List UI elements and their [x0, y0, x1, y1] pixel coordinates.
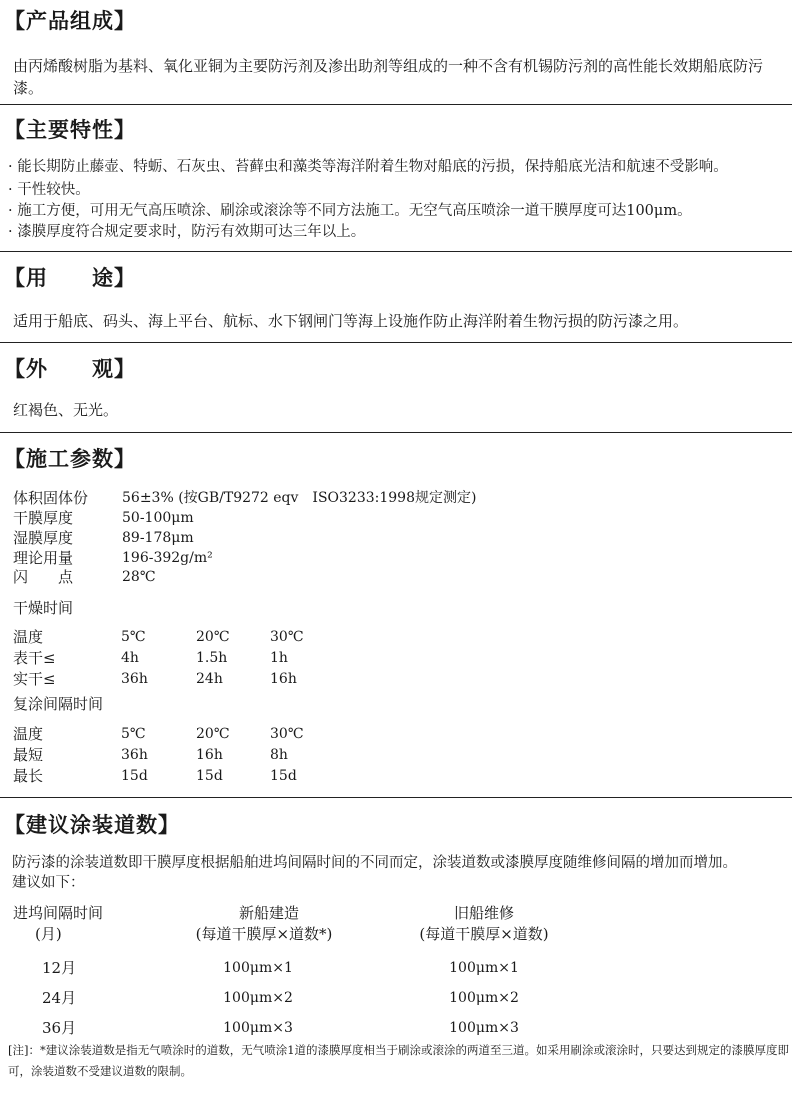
table-cell: 16h — [196, 747, 223, 763]
section-heading-appearance: 【外 观】 — [4, 356, 136, 381]
section-heading-features: 【主要特性】 — [4, 117, 136, 142]
param-label: 体积固体份 — [13, 489, 89, 507]
table-cell: 20℃ — [196, 726, 230, 742]
table-cell: 5℃ — [121, 629, 146, 645]
divider — [0, 797, 792, 798]
table-cell: 20℃ — [196, 629, 230, 645]
param-value: 50-100μm — [122, 510, 194, 526]
table-cell: 1.5h — [196, 650, 228, 666]
table-row-label: 最短 — [13, 746, 44, 764]
param-value: 56±3% (按GB/T9272 eqv ISO3233:1998规定测定) — [122, 490, 477, 506]
param-label: 干膜厚度 — [13, 509, 74, 527]
table-cell: 24h — [196, 671, 223, 687]
table-row-label: 实干≤ — [13, 670, 56, 688]
divider — [0, 432, 792, 433]
param-label: 闪 点 — [13, 568, 74, 586]
param-value: 89-178μm — [122, 530, 194, 546]
coats-intro: 防污漆的涂装道数即干膜厚度根据船舶进坞间隔时间的不同而定，涂装道数或漆膜厚度随维修间隔的增加而增加。 — [12, 855, 737, 871]
feature-item: · 能长期防止藤壶、特蛎、石灰虫、苔藓虫和藻类等海洋附着生物对船底的污损，保持船底光洁和航速不受影响。 — [8, 159, 728, 175]
col-header-new-ship-sub: (每道干膜厚×道数*) — [195, 925, 333, 943]
param-label: 湿膜厚度 — [13, 529, 74, 547]
table-cell: 100μm×1 — [223, 960, 293, 976]
table-row-label: 12月 — [42, 959, 77, 977]
table-cell: 100μm×3 — [449, 1020, 519, 1036]
table-cell: 15d — [270, 768, 297, 784]
param-value: 28℃ — [122, 569, 156, 585]
table-row-label: 表干≤ — [13, 649, 56, 667]
recoat-title: 复涂间隔时间 — [13, 695, 104, 713]
divider — [0, 251, 792, 252]
param-label: 理论用量 — [13, 549, 74, 567]
table-cell: 8h — [270, 747, 288, 763]
table-cell: 30℃ — [270, 629, 304, 645]
table-row-label: 36月 — [42, 1019, 77, 1037]
table-cell: 4h — [121, 650, 139, 666]
col-header-new-ship: 新船建造 — [238, 904, 300, 922]
divider — [0, 104, 792, 105]
table-row-label: 温度 — [13, 628, 44, 646]
section-heading-composition: 【产品组成】 — [4, 8, 136, 33]
drying-title: 干燥时间 — [13, 599, 74, 617]
table-cell: 30℃ — [270, 726, 304, 742]
usage-text: 适用于船底、码头、海上平台、航标、水下钢闸门等海上设施作防止海洋附着生物污损的防污漆之用。 — [13, 312, 689, 330]
table-cell: 5℃ — [121, 726, 146, 742]
col-header-old-ship: 旧船维修 — [453, 904, 515, 922]
appearance-text: 红褐色、无光。 — [13, 401, 119, 419]
col-header-interval: 进坞间隔时间 — [13, 904, 104, 922]
table-cell: 100μm×2 — [449, 990, 519, 1006]
section-heading-parameters: 【施工参数】 — [4, 446, 136, 471]
feature-item: · 施工方便，可用无气高压喷涂、刷涂或滚涂等不同方法施工。无空气高压喷涂一道干膜厚度可达100μm。 — [8, 203, 692, 219]
table-cell: 15d — [121, 768, 148, 784]
composition-text: 由丙烯酸树脂为基料、氧化亚铜为主要防污剂及渗出助剂等组成的一种不含有机锡防污剂的高性能长效期船底防污漆。 — [13, 57, 764, 97]
table-cell: 15d — [196, 768, 223, 784]
table-cell: 36h — [121, 671, 148, 687]
section-heading-coats: 【建议涂装道数】 — [4, 812, 180, 837]
col-header-old-ship-sub: (每道干膜厚×道数) — [419, 925, 549, 943]
table-row-label: 24月 — [42, 989, 77, 1007]
footnote: [注]：*建议涂装道数是指无气喷涂时的道数，无气喷涂1道的漆膜厚度相当于刷涂或滚涂的两道至三道。如采用刷涂或滚涂时，只要达到规定的漆膜厚度即可，涂装道数不受建议道数的限制。 — [8, 1043, 790, 1078]
param-value: 196-392g/m² — [122, 550, 213, 566]
coats-intro-2: 建议如下： — [12, 875, 85, 891]
feature-item: · 漆膜厚度符合规定要求时，防污有效期可达三年以上。 — [8, 224, 366, 240]
feature-item: · 干性较快。 — [8, 182, 90, 198]
table-row-label: 温度 — [13, 725, 44, 743]
table-row-label: 最长 — [13, 767, 44, 785]
table-cell: 100μm×1 — [449, 960, 519, 976]
col-header-interval-unit: (月) — [35, 925, 62, 943]
divider — [0, 342, 792, 343]
table-cell: 100μm×3 — [223, 1020, 293, 1036]
table-cell: 36h — [121, 747, 148, 763]
section-heading-usage: 【用 途】 — [4, 265, 136, 290]
table-cell: 100μm×2 — [223, 990, 293, 1006]
table-cell: 1h — [270, 650, 288, 666]
table-cell: 16h — [270, 671, 297, 687]
